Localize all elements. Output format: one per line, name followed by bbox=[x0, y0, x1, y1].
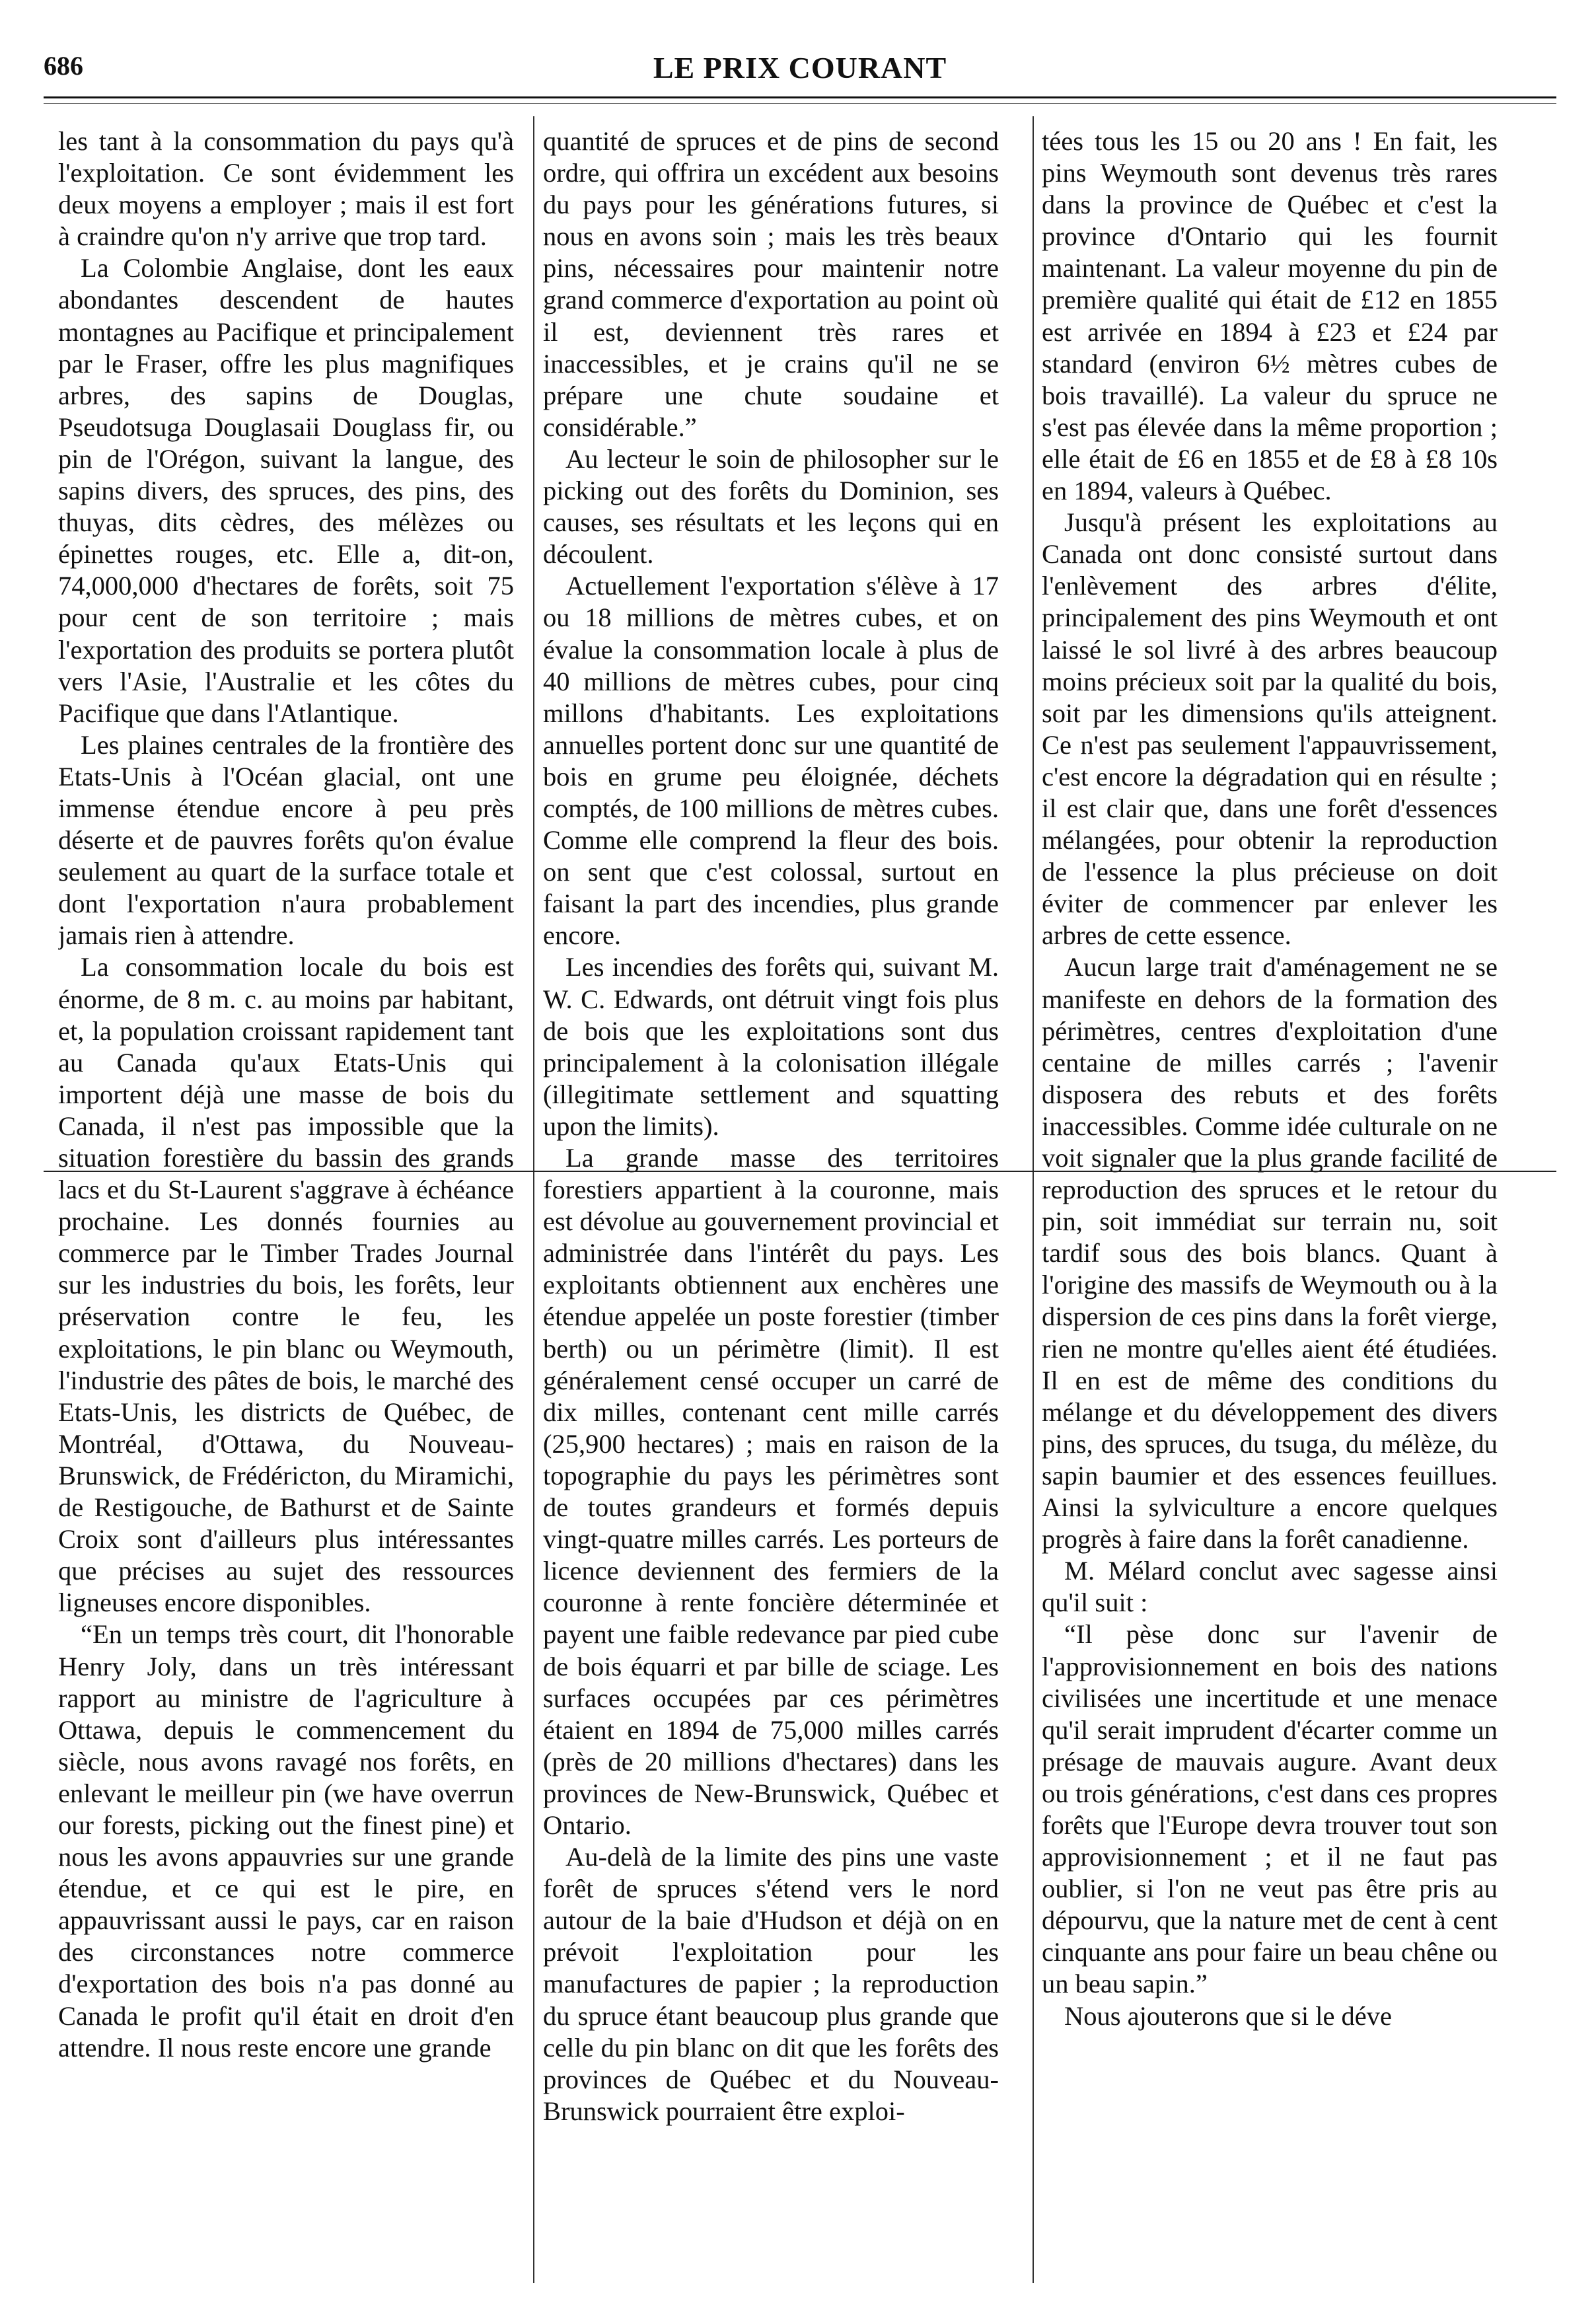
column-divider bbox=[533, 116, 534, 2283]
paragraph: Les plaines centrales de la frontière des Etats-Unis à l'Océan glacial, ont une immense étendue encore à peu près déserte et de pauvres forêts qu'on évalue seulement au quart de la surface totale et dont l'exportation n'aura probablement jamais rien à attendre. bbox=[58, 729, 514, 951]
paragraph: La grande masse des territoires forestiers appartient à la couronne, mais est dévolue au gouvernement provincial et administrée dans l'intérêt du pays. Les exploitants obtiennent aux enchères une étendue appelée un poste forestier (timber berth) ou un périmètre (limit). Il est généralement censé occuper un carré de dix milles, contenant cent mille carrés (25,900 hectares) ; mais en raison de la topographie du pays les périmètres sont de toutes grandeurs et formés depuis vingt-quatre milles carrés. Les porteurs de licence deviennent des fermiers de la couronne à rente foncière déterminée et payent une faible redevance par pied cube de bois équarri et par bille de sciage. Les surfaces occupées par ces périmètres étaient en 1894 de 75,000 milles carrés (près de 20 millions d'hectares) dans les provinces de New-Brunswick, Québec et Ontario. bbox=[543, 1143, 999, 1840]
paragraph: Au lecteur le soin de philosopher sur le picking out des forêts du Dominion, ses causes, ses résultats et les leçons qui en découlent. bbox=[543, 443, 999, 569]
strike-through-line bbox=[44, 1171, 1556, 1172]
column-divider bbox=[1033, 116, 1034, 2283]
header-rule-thin bbox=[44, 103, 1556, 104]
paragraph: La consommation locale du bois est énorme, de 8 m. c. au moins par habitant, et, la population croissant rapidement tant au Canada qu'aux Etats-Unis qui importent déjà une masse de bois du Canada, il n'est pas impossible que la situation forestière du bassin des grands lacs et du St-Laurent s'aggrave à échéance prochaine. Les donnés fournies au commerce par le Timber Trades Journal sur les industries du bois, les forêts, leur préservation contre le feu, les exploitations, le pin blanc ou Weymouth, l'industrie des pâtes de bois, le marché des Etats-Unis, les districts de Québec, de Montréal, d'Ottawa, du Nouveau-Brunswick, de Frédéricton, du Miramichi, de Restigouche, de Bathurst et de Sainte Croix sont d'ailleurs plus intéressantes que précises au sujet des ressources ligneuses encore disponibles. bbox=[58, 952, 514, 1618]
paragraph: Actuellement l'exportation s'élève à 17 ou 18 millions de mètres cubes, et on évalue la consommation locale à plus de 40 millions de mètres cubes, pour cinq millons d'habitants. Les exploitations annuelles portent donc sur une quantité de bois en grume peu éloignée, déchets comptés, de 100 millions de mètres cubes. Comme elle comprend la fleur des bois. on sent que c'est colossal, surtout en faisant la part des incendies, plus grande encore. bbox=[543, 571, 999, 951]
text-column-1 bbox=[58, 126, 514, 2286]
paragraph: Nous ajouterons que si le déve bbox=[1064, 2000, 1393, 2031]
paragraph: La Colombie Anglaise, dont les eaux abondantes descendent de hautes montagnes au Pacifique et principalement par le Fraser, offre les plus magnifiques arbres, des sapins de Douglas, Pseudotsuga Douglasaii Douglass fir, ou pin de l'Orégon, suivant la langue, des sapins divers, des spruces, des pins, des thuyas, dits cèdres, des mélèzes ou épinettes rouges, etc. Elle a, dit-on, 74,000,000 d'hectares de forêts, soit 75 pour cent de son territoire ; mais l'exportation des produits se portera plutôt vers l'Asie, l'Australie et les côtes du Pacifique que dans l'Atlantique. bbox=[58, 253, 514, 728]
running-title: LE PRIX COURANT bbox=[653, 51, 947, 85]
paragraph: “Il pèse donc sur l'avenir de l'approvisionnement en bois des nations civilisées une incertitude et une menace qu'il serait imprudent d'écarter comme un présage de mauvais augure. Avant deux ou trois générations, c'est dans ces propres forêts que l'Europe devra trouver tout son approvisionnement ; et il ne faut pas oublier, si l'on ne veut pas être pris au dépourvu, que la nature met de cent à cent cinquante ans pour faire un beau chêne ou un beau sapin.” bbox=[1042, 1619, 1498, 1999]
paragraph: M. Mélard conclut avec sagesse ainsi qu'il suit : bbox=[1042, 1556, 1498, 1618]
paragraph: Aucun large trait d'aménagement ne se manifeste en dehors de la formation des périmètres, centres d'exploitation d'une centaine de milles carrés ; l'avenir disposera des rebuts et des forêts inaccessibles. Comme idée culturale on ne voit signaler que la plus grande facilité de reproduction des spruces et le retour du pin, soit immédiat sur terrain nu, soit tardif sous des bois blancs. Quant à l'origine des massifs de Weymouth ou à la dispersion de ces pins dans la forêt vierge, rien ne montre qu'elles aient été étudiées. Il en est de même des conditions du mélange et du développement des divers pins, des spruces, du tsuga, du mélèze, du sapin baumier et des essences feuillues. Ainsi la sylviculture a encore quelques progrès à faire dans la forêt canadienne. bbox=[1042, 952, 1498, 1554]
text-column-2 bbox=[543, 126, 999, 2286]
paragraph: quantité de spruces et de pins de second ordre, qui offrira un excédent aux besoins du pays pour les générations futures, si nous en avons soin ; mais les très beaux pins, nécessaires pour maintenir notre grand commerce d'exportation au point où il est, deviennent très rares et inaccessibles, et je crains qu'il ne se prépare une chute soudaine et considérable.” bbox=[543, 126, 999, 442]
paragraph: Les incendies des forêts qui, suivant M. W. C. Edwards, ont détruit vingt fois plus de bois que les exploitations sont dus principalement à la colonisation illégale (illegitimate settlement and squatting upon the limits). bbox=[543, 952, 999, 1141]
text-column-3 bbox=[1042, 126, 1498, 2286]
page-number: 686 bbox=[44, 51, 83, 81]
paragraph: “En un temps très court, dit l'honorable Henry Joly, dans un très intéressant rapport au ministre de l'agriculture à Ottawa, depuis le commencement du siècle, nous avons ravagé nos forêts, en enlevant le meilleur pin (we have overrun our forests, picking out the finest pine) et nous les avons appauvries sur une grande étendue, et ce qui est le pire, en appauvrissant aussi le pays, car en raison des circonstances notre commerce d'exportation des bois n'a pas donné au Canada le profit qu'il était en droit d'en attendre. Il nous reste encore une grande bbox=[58, 1619, 514, 2063]
paragraph: Au-delà de la limite des pins une vaste forêt de spruces s'étend vers le nord autour de la baie d'Hudson et déjà on en prévoit l'exploitation pour les manufactures de papier ; la reproduction du spruce étant beaucoup plus grande que celle du pin blanc on dit que les forêts des provinces de Québec et du Nouveau-Brunswick pourraient être exploi- bbox=[543, 1842, 999, 2126]
page-header bbox=[44, 44, 1556, 90]
paragraph: les tant à la consommation du pays qu'à l'exploitation. Ce sont évidemment les deux moyens a employer ; mais il est fort à craindre qu'on n'y arrive que trop tard. bbox=[58, 126, 514, 252]
paragraph: Jusqu'à présent les exploitations au Canada ont donc consisté surtout dans l'enlèvement des arbres d'élite, principalement des pins Weymouth et ont laissé le sol livré à des arbres beaucoup moins précieux soit par la qualité du bois, soit par les dimensions qu'ils atteignent. Ce n'est pas seulement l'appauvrissement, c'est encore la dégradation qui en résulte ; il est clair que, dans une forêt d'essences mélangées, pour obtenir la reproduction de l'essence la plus précieuse on doit éviter de commencer par enlever les arbres de cette essence. bbox=[1042, 507, 1498, 951]
paragraph: tées tous les 15 ou 20 ans ! En fait, les pins Weymouth sont devenus très rares dans la province de Québec et c'est la province d'Ontario qui les fournit maintenant. La valeur moyenne du pin de première qualité qui était de £12 en 1855 est arrivée en 1894 à £23 et £24 par standard (environ 6½ mètres cubes de bois travaillé). La valeur du spruce ne s'est pas élevée dans la même proportion ; elle était de £6 en 1855 et de £8 à £8 10s en 1894, valeurs à Québec. bbox=[1042, 126, 1498, 506]
header-rule bbox=[44, 96, 1556, 98]
